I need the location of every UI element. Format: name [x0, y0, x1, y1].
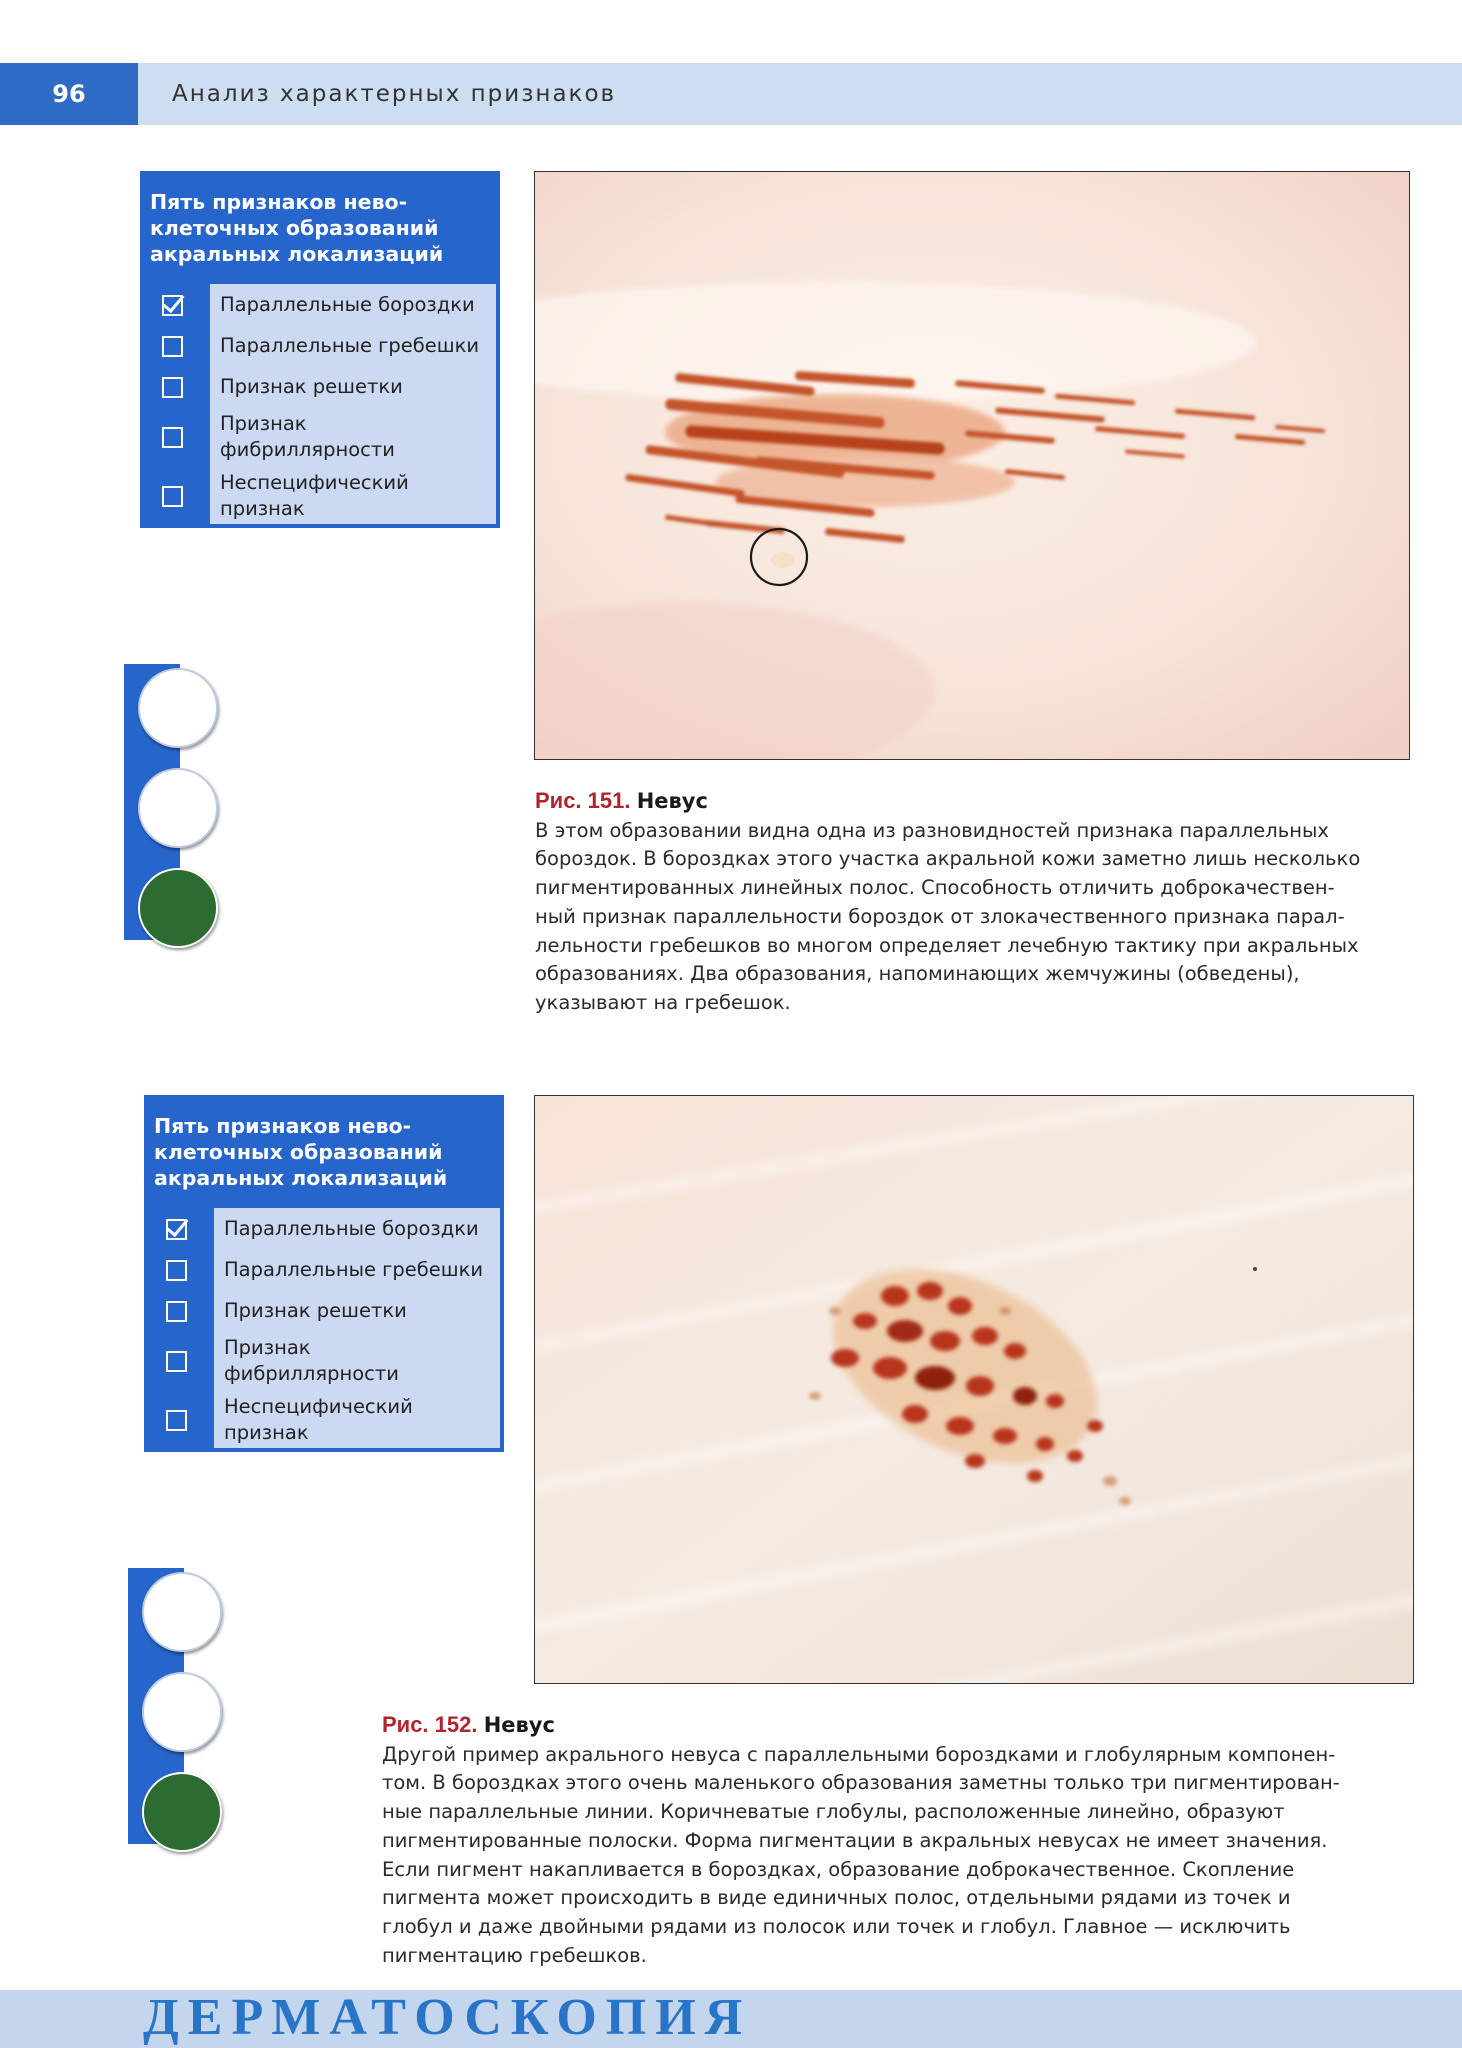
checkbox-empty-icon [166, 1301, 187, 1322]
checklist-item: Признак фибриллярности [210, 411, 496, 463]
page-header [0, 63, 1462, 125]
figure-152-image [534, 1095, 1414, 1684]
checkbox-empty-icon [162, 377, 183, 398]
checkbox-empty-icon [166, 1351, 187, 1372]
checkbox-empty-icon [162, 486, 183, 507]
figure-title: Невус [483, 1713, 555, 1737]
indicator-light-white [142, 1572, 222, 1652]
checkbox-checked-icon [162, 295, 183, 316]
checklist-item: Неспецифический признак [210, 470, 496, 522]
checklist-title: Пять признаков нево- клеточных образований акральных локализаций [154, 1114, 448, 1190]
checklist-acral-signs-2 [144, 1095, 504, 1452]
page-number: 96 [0, 63, 138, 125]
checklist-items: Параллельные бороздки Параллельные гребешки Признак решетки Признак фибриллярности Неспецифический признак [214, 1208, 500, 1448]
chapter-title: Анализ характерных признаков [172, 81, 617, 107]
book-title: ДЕРМАТОСКОПИЯ [143, 1989, 752, 2046]
figure-label: Рис. 151. [535, 788, 631, 813]
indicator-light-white [138, 768, 218, 848]
checklist-acral-signs-1 [140, 171, 500, 528]
checkbox-checked-icon [166, 1219, 187, 1240]
checklist-item: Признак фибриллярности [214, 1335, 500, 1387]
checkbox-empty-icon [166, 1260, 187, 1281]
indicator-light-white [138, 668, 218, 748]
page-footer [0, 1990, 1462, 2048]
figure-label: Рис. 152. [382, 1712, 478, 1737]
indicator-light-green [142, 1772, 222, 1852]
figure-title: Невус [636, 789, 708, 813]
caption-figure-151: Рис. 151. Невус В этом образовании видна одна из разновидностей признака параллельных бороздок. В бороздках этого участка акральной кожи заметно лишь несколько пигментированных линейных полос. Способность отличить доброкачествен- ный признак параллельности бороздок от злокачественного признака парал- лельности гребешков во многом определяет лечебную тактику при акральных образованиях. Два образования, напоминающих жемчужины (обведены), указывают на гребешок. [535, 788, 1361, 1014]
checkbox-empty-icon [166, 1410, 187, 1431]
checklist-title: Пять признаков нево- клеточных образований акральных локализаций [150, 190, 444, 266]
figure-151-image [534, 171, 1410, 760]
checklist-items: Параллельные бороздки Параллельные гребешки Признак решетки Признак фибриллярности Неспецифический признак [210, 284, 496, 524]
checkbox-empty-icon [162, 336, 183, 357]
dermoscopy-image-152 [535, 1096, 1414, 1684]
assessment-indicator-2 [128, 1568, 184, 1844]
indicator-light-green [138, 868, 218, 948]
checklist-item: Неспецифический признак [214, 1394, 500, 1446]
dermoscopy-image-151 [535, 172, 1410, 760]
caption-figure-152: Рис. 152. Невус Другой пример акрального невуса с параллельными бороздками и глобулярным компонен- том. В бороздках этого очень маленького образования заметны только три пигментирован- ные параллельные линии. Коричневатые глобулы, расположенные линейно, образуют пигментированные полоски. Форма пигментации в акральных невусах не имеет значения. Если пигмент накапливается в бороздках, образование доброкачественное. Скопление пигмента может происходить в виде единичных полос, отдельными рядами из точек и глобул и даже двойными рядами из полосок или точек и глобул. Главное — исключить пигментацию гребешков. [382, 1712, 1340, 1967]
assessment-indicator-1 [124, 664, 180, 940]
indicator-light-white [142, 1672, 222, 1752]
checkbox-empty-icon [162, 427, 183, 448]
